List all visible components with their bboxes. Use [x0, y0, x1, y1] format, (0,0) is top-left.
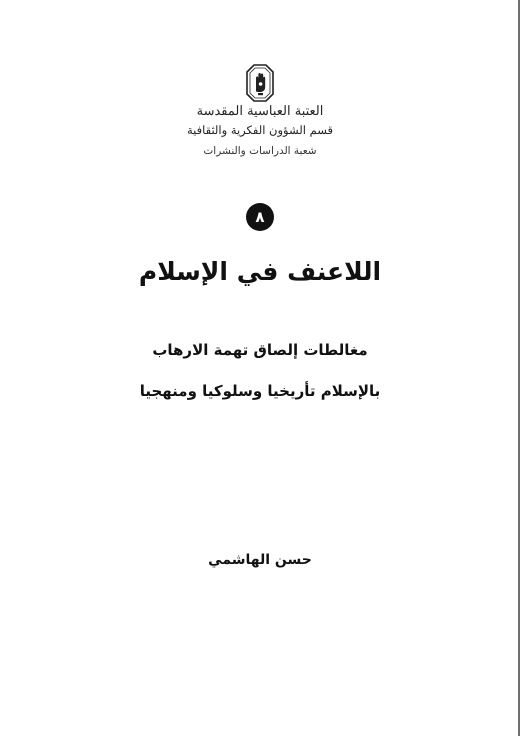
publisher-org-name: العتبة العباسية المقدسة: [196, 104, 324, 119]
book-title: اللاعنف في الإسلام: [138, 257, 382, 286]
book-subtitle-line-2: بالإسلام تأريخيا وسلوكيا ومنهجيا: [139, 382, 381, 400]
book-subtitle-line-1: مغالطات إلصاق تهمة الارهاب: [152, 341, 368, 359]
publisher-department: قسم الشؤون الفكرية والثقافية: [186, 123, 334, 137]
author-name: حسن الهاشمي: [208, 552, 312, 568]
series-number-badge: ٨: [246, 203, 274, 231]
hand-hamsa-emblem-icon: [245, 63, 275, 103]
publisher-division: شعبة الدراسات والنشرات: [203, 145, 317, 157]
